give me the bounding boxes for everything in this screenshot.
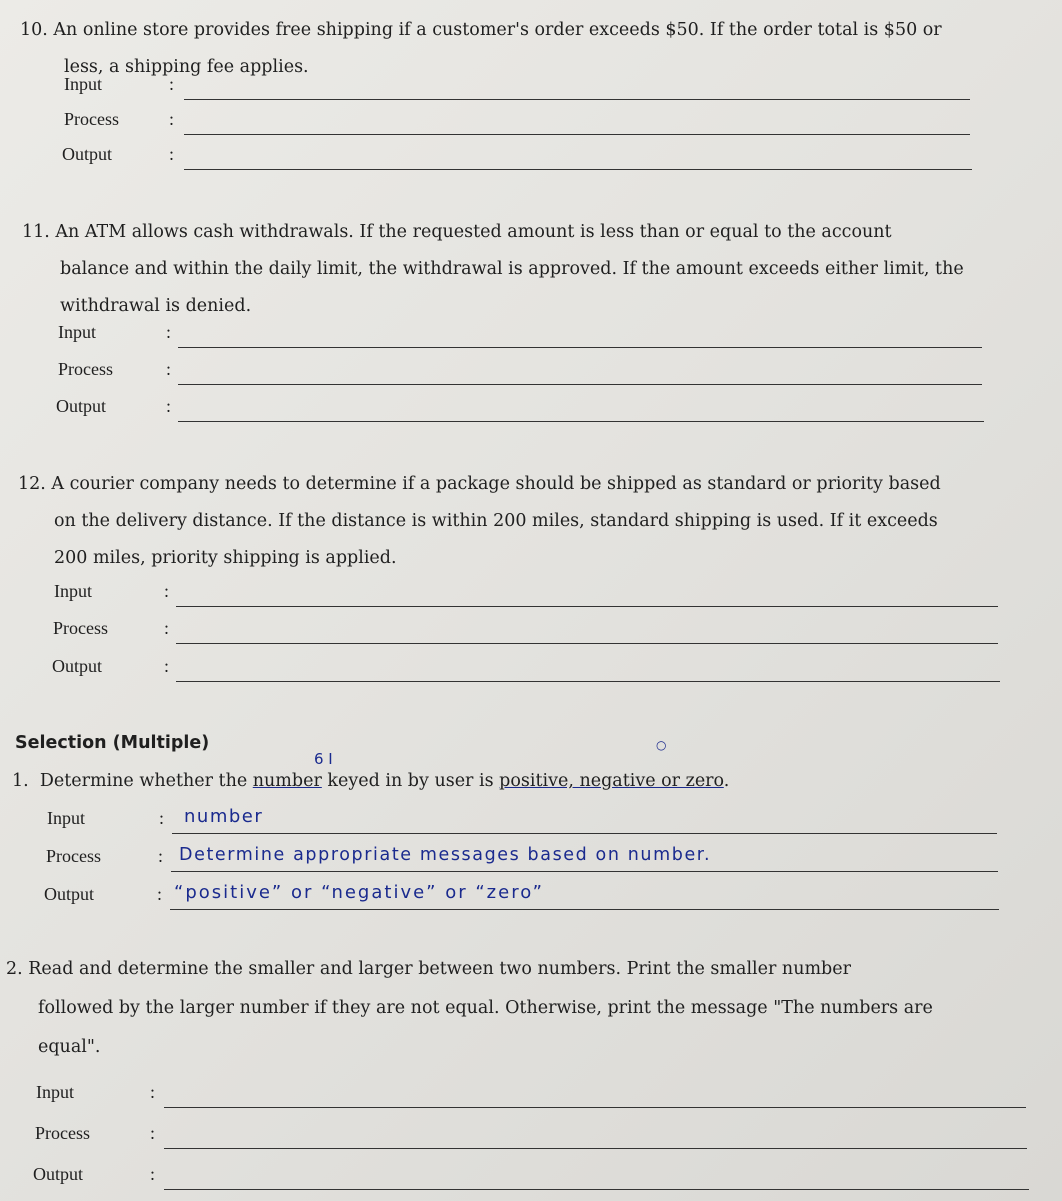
s2-input-row xyxy=(36,1082,1026,1112)
s1-process-row xyxy=(46,846,998,876)
q10-line1: 10. An online store provides free shipping if a customer's order exceeds $50. If the order total is $50 or xyxy=(20,20,942,40)
q10-output-colon: : xyxy=(169,144,175,164)
q12-input-blank[interactable] xyxy=(176,606,998,607)
s2-line2: followed by the larger number if they are not equal. Otherwise, print the message "The numbers are xyxy=(38,998,933,1018)
q10-line2: less, a shipping fee applies. xyxy=(64,57,309,77)
s1-text xyxy=(12,763,729,800)
q10-process-blank[interactable] xyxy=(184,134,970,135)
s1-text-e: . xyxy=(723,771,730,791)
s1-input-blank[interactable] xyxy=(172,806,997,834)
q10-input-blank[interactable] xyxy=(184,99,970,100)
s2-input-colon: : xyxy=(150,1082,156,1102)
annotation-circle-mark: ○ xyxy=(656,738,667,752)
q10-process-colon: : xyxy=(169,109,175,129)
s1-text-options: positive, negative or zero xyxy=(499,771,724,791)
q11-line3: withdrawal is denied. xyxy=(60,296,252,316)
q12-process-row xyxy=(53,618,998,648)
s2-process-colon: : xyxy=(150,1123,156,1143)
q11-process-row xyxy=(58,359,982,389)
q12-line3: 200 miles, priority shipping is applied. xyxy=(54,548,397,568)
q10-output-blank[interactable] xyxy=(184,169,972,170)
q11-process-colon: : xyxy=(166,359,172,379)
s1-input-label: Input xyxy=(47,808,85,828)
q10-process-row xyxy=(64,109,970,139)
q12-output-blank[interactable] xyxy=(176,681,1000,682)
q12-process-colon: : xyxy=(164,618,170,638)
s2-input-blank[interactable] xyxy=(164,1107,1026,1108)
q12-input-colon: : xyxy=(164,581,170,601)
s2-process-blank[interactable] xyxy=(164,1148,1027,1149)
s1-output-colon: : xyxy=(157,884,163,904)
q10-process-label: Process xyxy=(64,109,119,129)
q12-input-row xyxy=(54,581,998,611)
q11-output-blank[interactable] xyxy=(178,421,984,422)
s1-input-answer: number xyxy=(184,806,264,827)
q10-output-row xyxy=(62,144,972,174)
s1-text-c: keyed in by user is xyxy=(321,771,500,791)
s1-output-row xyxy=(44,884,999,914)
section-heading: Selection (Multiple) xyxy=(15,733,210,753)
q11-input-label: Input xyxy=(58,322,96,342)
s1-output-blank[interactable] xyxy=(170,882,999,910)
q11-output-row xyxy=(56,396,984,426)
s2-output-colon: : xyxy=(150,1164,156,1184)
q10-input-colon: : xyxy=(169,74,175,94)
q11-text xyxy=(22,214,964,325)
q11-line1: 11. An ATM allows cash withdrawals. If the requested amount is less than or equal to the account xyxy=(22,222,892,242)
s2-process-label: Process xyxy=(35,1123,90,1143)
s1-output-answer: “positive” or “negative” or “zero” xyxy=(174,882,544,903)
q10-input-label: Input xyxy=(64,74,102,94)
q11-input-row xyxy=(58,322,982,352)
s1-process-blank[interactable] xyxy=(171,845,998,872)
q11-input-colon: : xyxy=(166,322,172,342)
q10-input-row xyxy=(64,74,970,104)
s2-line1: 2. Read and determine the smaller and larger between two numbers. Print the smaller number xyxy=(6,959,851,979)
s1-process-colon: : xyxy=(158,846,164,866)
q12-output-row xyxy=(52,656,1000,686)
s2-text xyxy=(6,950,933,1067)
s2-output-label: Output xyxy=(33,1164,84,1184)
s2-line3: equal". xyxy=(38,1037,101,1057)
s1-input-row xyxy=(47,808,997,838)
q12-line2: on the delivery distance. If the distance is within 200 miles, standard shipping is used. If it exceeds xyxy=(54,511,938,531)
q12-input-label: Input xyxy=(54,581,92,601)
q12-text xyxy=(18,466,941,577)
q11-line2: balance and within the daily limit, the withdrawal is approved. If the amount exceeds either limit, the xyxy=(60,259,964,279)
s1-text-a: 1. Determine whether the xyxy=(12,771,253,791)
q12-line1: 12. A courier company needs to determine if a package should be shipped as standard or priority based xyxy=(18,474,941,494)
q11-process-blank[interactable] xyxy=(178,384,982,385)
q12-output-label: Output xyxy=(52,656,103,676)
q12-output-colon: : xyxy=(164,656,170,676)
annotation-6i: 6 I xyxy=(314,750,333,768)
q11-input-blank[interactable] xyxy=(178,347,982,348)
q11-output-colon: : xyxy=(166,396,172,416)
q10-output-label: Output xyxy=(62,144,113,164)
s1-text-number: number xyxy=(252,771,322,791)
s2-input-label: Input xyxy=(36,1082,74,1102)
s1-output-label: Output xyxy=(44,884,95,904)
q12-process-label: Process xyxy=(53,618,108,638)
s2-output-row xyxy=(33,1164,1029,1194)
s2-process-row xyxy=(35,1123,1027,1153)
s1-input-colon: : xyxy=(159,808,165,828)
s1-process-label: Process xyxy=(46,846,101,866)
s2-output-blank[interactable] xyxy=(164,1189,1029,1190)
q12-process-blank[interactable] xyxy=(176,643,998,644)
q11-output-label: Output xyxy=(56,396,107,416)
q11-process-label: Process xyxy=(58,359,113,379)
s1-process-answer: Determine appropriate messages based on number. xyxy=(179,845,712,865)
